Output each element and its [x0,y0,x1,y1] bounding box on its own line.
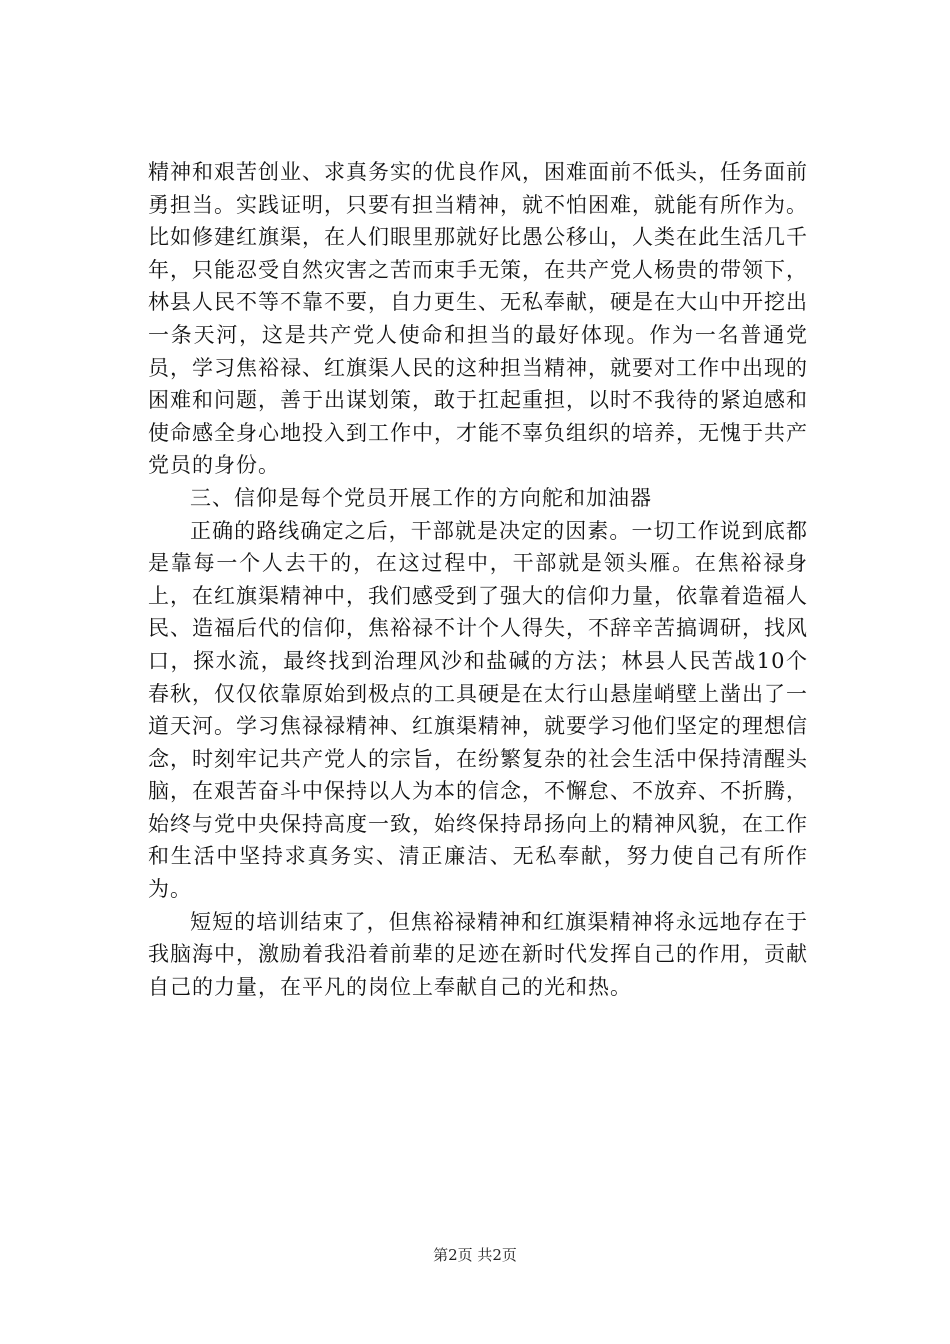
paragraph-faith: 正确的路线确定之后，干部就是决定的因素。一切工作说到底都是靠每一个人去干的，在这过程中，干部就是领头雁。在焦裕禄身上，在红旗渠精神中，我们感受到了强大的信仰力量，依靠着造福人民、造福后代的信仰，焦裕禄不计个人得失，不辞辛苦搞调研，找风口，探水流，最终找到治理风沙和盐碱的方法；林县人民苦战10个春秋，仅仅依靠原始到极点的工具硬是在太行山悬崖峭壁上凿出了一道天河。学习焦禄禄精神、红旗渠精神，就要学习他们坚定的理想信念，时刻牢记共产党人的宗旨，在纷繁复杂的社会生活中保持清醒头脑，在艰苦奋斗中保持以人为本的信念，不懈怠、不放弃、不折腾，始终与党中央保持高度一致，始终保持昂扬向上的精神风貌，在工作和生活中坚持求真务实、清正廉洁、无私奉献，努力使自己有所作为。 [148,518,808,902]
section-heading-three: 三、信仰是每个党员开展工作的方向舵和加油器 [190,485,652,510]
paragraph-continuation: 精神和艰苦创业、求真务实的优良作风，困难面前不低头，任务面前勇担当。实践证明，只要有担当精神，就不怕困难，就能有所作为。比如修建红旗渠，在人们眼里那就好比愚公移山，人类在此生活几千年，只能忍受自然灾害之苦而束手无策，在共产党人杨贵的带领下，林县人民不等不靠不要，自力更生、无私奉献，硬是在大山中开挖出一条天河，这是共产党人使命和担当的最好体现。作为一名普通党员，学习焦裕禄、红旗渠人民的这种担当精神，就要对工作中出现的困难和问题，善于出谋划策，敢于扛起重担，以时不我待的紧迫感和使命感全身心地投入到工作中，才能不辜负组织的培养，无愧于共产党员的身份。 [148,160,808,478]
paragraph-conclusion: 短短的培训结束了，但焦裕禄精神和红旗渠精神将永远地存在于我脑海中，激励着我沿着前辈的足迹在新时代发挥自己的作用，贡献自己的力量，在平凡的岗位上奉献自己的光和热。 [148,909,808,999]
document-body [148,156,808,1003]
page-footer: 第2页 共2页 [433,1246,517,1264]
